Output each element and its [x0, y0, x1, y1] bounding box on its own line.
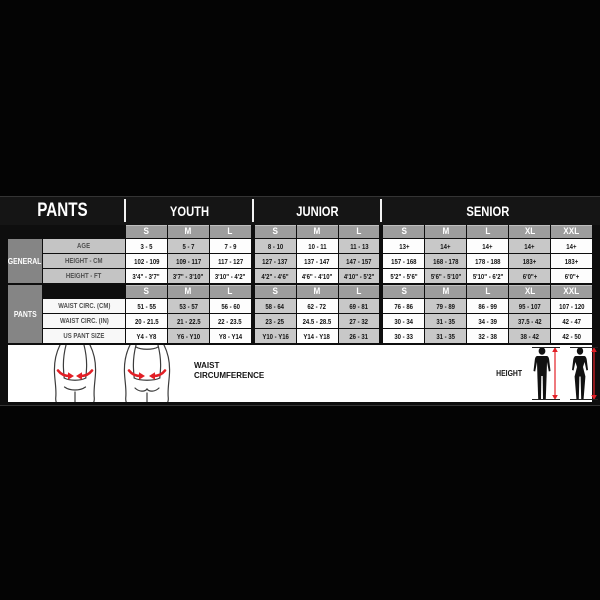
- data-cell: 42 - 47: [551, 314, 592, 328]
- measure-tick: [532, 399, 560, 400]
- male-silhouette-icon: [532, 347, 552, 400]
- data-cell: 4'10" - 5'2": [339, 269, 380, 283]
- data-cell: 5'6" - 5'10": [425, 269, 466, 283]
- data-cell: 20 - 21.5: [126, 314, 167, 328]
- data-cell: 79 - 89: [425, 299, 466, 313]
- data-cell: 178 - 188: [467, 254, 508, 268]
- size-column-header: L: [339, 225, 380, 238]
- data-cell: 21 - 22.5: [168, 314, 209, 328]
- data-cell: 58 - 64: [255, 299, 296, 313]
- column-group-header-youth: YOUTH: [169, 203, 209, 219]
- pants-section-table: [0, 285, 600, 343]
- height-label: HEIGHT: [495, 369, 522, 378]
- data-cell: 109 - 117: [168, 254, 209, 268]
- waist-circumference-label: WAIST CIRCUMFERENCE: [194, 361, 265, 381]
- size-column-header: L: [467, 225, 508, 238]
- data-cell: 10 - 11: [297, 239, 338, 253]
- section-label-general: GENERAL: [8, 239, 42, 283]
- data-cell: Y14 - Y18: [297, 329, 338, 343]
- row-label: HEIGHT - FT: [43, 269, 125, 283]
- column-group-header-senior: SENIOR: [466, 203, 509, 219]
- size-column-header: XL: [509, 285, 550, 298]
- data-cell: 76 - 86: [383, 299, 424, 313]
- data-cell: 34 - 39: [467, 314, 508, 328]
- data-cell: Y10 - Y16: [255, 329, 296, 343]
- data-cell: 53 - 57: [168, 299, 209, 313]
- measure-tick: [570, 347, 598, 348]
- waist-arrows-icon: [129, 371, 165, 377]
- data-cell: 86 - 99: [467, 299, 508, 313]
- data-cell: 127 - 137: [255, 254, 296, 268]
- row-label: WAIST CIRC. (CM): [43, 299, 125, 313]
- data-cell: 5'10" - 6'2": [467, 269, 508, 283]
- data-cell: 37.5 - 42: [509, 314, 550, 328]
- size-column-header: L: [210, 285, 251, 298]
- header-separator: [380, 199, 382, 222]
- data-cell: 95 - 107: [509, 299, 550, 313]
- size-column-header: M: [425, 285, 466, 298]
- size-column-header: S: [126, 225, 167, 238]
- chart-header: [0, 197, 600, 225]
- data-cell: 11 - 13: [339, 239, 380, 253]
- data-cell: 23 - 25: [255, 314, 296, 328]
- data-cell: 5'2" - 5'6": [383, 269, 424, 283]
- height-arrow-icon: [590, 347, 598, 400]
- data-cell: 3'10" - 4'2": [210, 269, 251, 283]
- data-cell: 102 - 109: [126, 254, 167, 268]
- data-cell: 5 - 7: [168, 239, 209, 253]
- data-cell: 42 - 50: [551, 329, 592, 343]
- size-column-header: S: [255, 225, 296, 238]
- row-label: AGE: [43, 239, 125, 253]
- row-label: HEIGHT - CM: [43, 254, 125, 268]
- data-cell: 6'0"+: [551, 269, 592, 283]
- size-column-header: M: [297, 225, 338, 238]
- data-cell: 14+: [509, 239, 550, 253]
- data-cell: 51 - 55: [126, 299, 167, 313]
- data-cell: 3 - 5: [126, 239, 167, 253]
- data-cell: Y8 - Y14: [210, 329, 251, 343]
- data-cell: 168 - 178: [425, 254, 466, 268]
- row-label: US PANT SIZE: [43, 329, 125, 343]
- waist-figure-back-icon: [112, 345, 182, 402]
- column-group-header-junior: JUNIOR: [295, 203, 339, 219]
- data-cell: 157 - 168: [383, 254, 424, 268]
- size-column-header: L: [339, 285, 380, 298]
- size-column-header: M: [425, 225, 466, 238]
- data-cell: 14+: [467, 239, 508, 253]
- measurement-legend: [8, 345, 592, 402]
- measure-tick: [570, 399, 598, 400]
- data-cell: 13+: [383, 239, 424, 253]
- data-cell: Y6 - Y10: [168, 329, 209, 343]
- data-cell: 3'7" - 3'10": [168, 269, 209, 283]
- data-cell: 137 - 147: [297, 254, 338, 268]
- data-cell: 26 - 31: [339, 329, 380, 343]
- data-cell: 14+: [425, 239, 466, 253]
- data-cell: 117 - 127: [210, 254, 251, 268]
- header-separator: [252, 199, 254, 222]
- data-cell: 69 - 81: [339, 299, 380, 313]
- data-cell: 183+: [509, 254, 550, 268]
- size-column-header: S: [383, 285, 424, 298]
- data-cell: 6'0"+: [509, 269, 550, 283]
- header-separator: [124, 199, 126, 222]
- data-cell: 183+: [551, 254, 592, 268]
- data-cell: 147 - 157: [339, 254, 380, 268]
- female-silhouette-icon: [570, 347, 590, 400]
- data-cell: 31 - 35: [425, 329, 466, 343]
- chart-title: PANTS: [36, 200, 88, 221]
- general-section-table: [0, 225, 600, 283]
- data-cell: 56 - 60: [210, 299, 251, 313]
- data-cell: 4'2" - 4'6": [255, 269, 296, 283]
- data-cell: 30 - 33: [383, 329, 424, 343]
- size-column-header: M: [168, 285, 209, 298]
- data-cell: 8 - 10: [255, 239, 296, 253]
- size-column-header: S: [126, 285, 167, 298]
- size-column-header: XXL: [551, 225, 592, 238]
- size-column-header: XL: [509, 225, 550, 238]
- data-cell: 27 - 32: [339, 314, 380, 328]
- data-cell: 22 - 23.5: [210, 314, 251, 328]
- data-cell: 14+: [551, 239, 592, 253]
- size-column-header: M: [168, 225, 209, 238]
- size-column-header: XXL: [551, 285, 592, 298]
- row-label: WAIST CIRC. (IN): [43, 314, 125, 328]
- section-label-pants: PANTS: [8, 285, 42, 343]
- waist-figure-front-icon: [44, 345, 108, 402]
- size-column-header: S: [383, 225, 424, 238]
- pants-size-chart: [0, 197, 600, 405]
- size-column-header: L: [467, 285, 508, 298]
- data-cell: 30 - 34: [383, 314, 424, 328]
- data-cell: 62 - 72: [297, 299, 338, 313]
- size-column-header: S: [255, 285, 296, 298]
- data-cell: Y4 - Y8: [126, 329, 167, 343]
- measure-tick: [532, 347, 560, 348]
- data-cell: 3'4" - 3'7": [126, 269, 167, 283]
- data-cell: 4'6" - 4'10": [297, 269, 338, 283]
- data-cell: 38 - 42: [509, 329, 550, 343]
- data-cell: 32 - 38: [467, 329, 508, 343]
- size-column-header: L: [210, 225, 251, 238]
- size-column-header: M: [297, 285, 338, 298]
- data-cell: 24.5 - 28.5: [297, 314, 338, 328]
- data-cell: 7 - 9: [210, 239, 251, 253]
- height-arrow-icon: [551, 347, 559, 400]
- data-cell: 31 - 35: [425, 314, 466, 328]
- data-cell: 107 - 120: [551, 299, 592, 313]
